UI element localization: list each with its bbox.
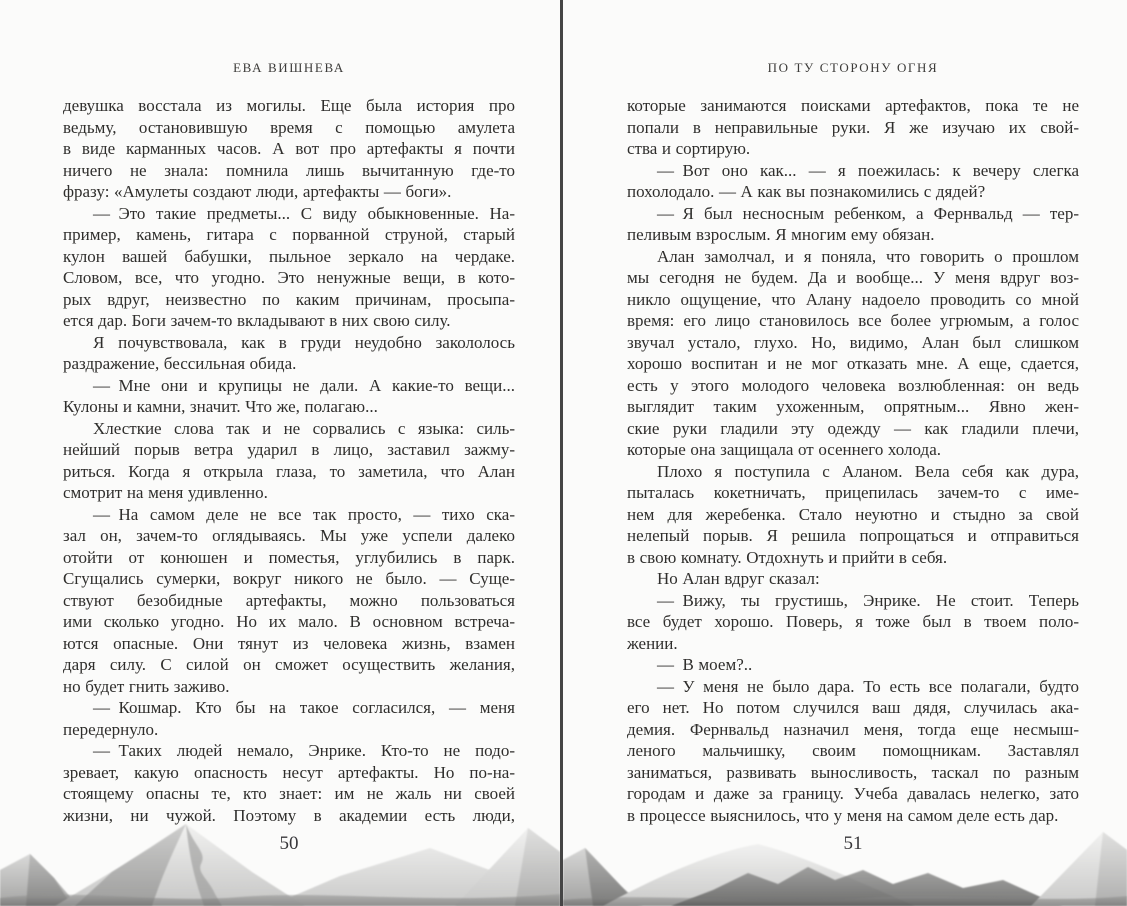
page-number-right: 51 <box>843 833 863 854</box>
text-line: смотрит на меня удивленно. <box>63 483 268 502</box>
text-line: есть у этого молодого человека возлюбленная: он ведь <box>627 375 1079 395</box>
text-line: — Кошмар. Кто бы на такое согласился, — меня <box>93 698 515 717</box>
text-line: похолодало. — А как вы познакомились с дядей? <box>627 182 986 201</box>
text-line: жизни, ни чужой. Поэтому в академии есть люди, <box>63 805 515 825</box>
text-line: кулон вашей бабушки, пыльное зеркало на чердаке. <box>63 246 515 266</box>
text-line: Хлесткие слова так и не сорвались с языка: силь- <box>93 418 515 438</box>
text-line: все будет хорошо. Поверь, я тоже был в твоем поло- <box>627 612 1079 631</box>
running-header-title: ПО ТУ СТОРОНУ ОГНЯ <box>767 60 939 75</box>
text-line: в процессе выяснилось, что у меня на самом деле есть дар. <box>627 805 1059 825</box>
text-line: нем для жеребенка. Стало неуютно и стыдно за свой <box>627 504 1079 524</box>
text-line: Я почувствовала, как в груди неудобно закололось <box>93 332 515 352</box>
body-text-left <box>63 95 515 826</box>
text-line: пыталась кокетничать, прицепилась зачем-то с име- <box>627 483 1079 502</box>
text-line: в свою комнату. Отдохнуть и прийти в себя. <box>627 547 948 567</box>
text-line: отойти от конюшен и поместья, углубились в парк. <box>63 547 515 567</box>
text-line: его нет. Но потом случился ваш дядя, случилась ака- <box>627 698 1079 717</box>
text-line: Сгущались сумерки, вокруг никого не было. — Суще- <box>63 569 515 588</box>
text-line: демия. Фернвальд назначил меня, тогда еще несмыш- <box>627 719 1079 739</box>
text-line: звучал устало, глухо. Но, видимо, Алан был слишком <box>627 332 1079 352</box>
text-line: Но Алан вдруг сказал: <box>657 569 820 588</box>
text-line: заниматься, развивать выносливость, таскал по разным <box>627 762 1079 782</box>
text-line: Алан замолчал, и я поняла, что говорить о прошлом <box>657 246 1079 266</box>
text-line: городам и даже за границу. Учеба давалась нелегко, зато <box>627 784 1079 803</box>
text-line: Словом, все, что угодно. Это ненужные вещи, в кото- <box>63 268 515 287</box>
text-line: пример, камень, гитара с порванной струной, старый <box>63 225 515 244</box>
text-line: выглядит таким ухоженным, опрятным... Явно жен- <box>627 397 1079 416</box>
text-line: ются опасные. Они тянут из человека жизнь, взамен <box>63 633 515 653</box>
right-page <box>563 0 1127 906</box>
text-line: которые она защищала от осеннего холода. <box>627 440 941 459</box>
text-line: ведьму, остановившую время с помощью амулета <box>63 117 515 137</box>
text-line: стоящему опасны те, кто знает: им не жаль ни своей <box>63 784 515 803</box>
running-header-author: ЕВА ВИШНЕВА <box>233 60 345 75</box>
text-line: зревает, какую опасность несут артефакты. Но по-на- <box>63 762 515 782</box>
text-line: хорошо воспитан и не мог отказать мне. А еще, сдается, <box>627 354 1079 373</box>
text-line: зал он, зачем-то оглядываясь. Мы уже успели далеко <box>63 526 515 545</box>
text-line: пеливым взрослым. Я многим ему обязан. <box>627 225 935 244</box>
text-line: которые занимаются поисками артефактов, пока те не <box>627 96 1079 115</box>
text-line: — В моем?.. <box>657 655 753 674</box>
text-line: фразу: «Амулеты создают люди, артефакты — боги». <box>63 182 452 201</box>
text-line: — Вот оно как... — я поежилась: к вечеру слегка <box>657 160 1079 180</box>
page-number-left: 50 <box>279 833 299 854</box>
text-line: девушка восстала из могилы. Еще была история про <box>63 96 515 115</box>
text-line: ские руки гладили эту одежду — как гладили плечи, <box>627 418 1079 438</box>
text-line: ется дар. Боги зачем-то вкладывают в них свою силу. <box>63 311 451 330</box>
text-line: нелепый порыв. Я решила попрощаться и отправиться <box>627 526 1079 545</box>
text-line: даря силу. С силой он сможет осуществить желания, <box>63 655 515 674</box>
text-line: рых вдруг, неизвестно по каким причинам, просыпа- <box>63 289 515 309</box>
text-line: — Это такие предметы... С виду обыкновенные. На- <box>93 203 515 223</box>
text-line: леного мальчишку, своим помощникам. Заставлял <box>627 741 1079 760</box>
text-line: ства и сортирую. <box>627 139 751 158</box>
text-line: в виде карманных часов. А вот про артефакты я почти <box>63 139 515 158</box>
text-line: но будет гнить заживо. <box>63 676 230 696</box>
text-line: риться. Когда я открыла глаза, то заметила, что Алан <box>63 461 515 481</box>
text-line: нейший порыв ветра ударил в лицо, заставил зажму- <box>63 440 515 459</box>
text-line: мы сегодня не будем. Да и вообще... У меня вдруг воз- <box>627 268 1079 287</box>
text-line: — На самом деле не все так просто, — тихо ска- <box>93 504 515 524</box>
text-line: передернуло. <box>63 719 159 739</box>
text-line: жении. <box>627 633 678 653</box>
body-text-right <box>627 95 1079 826</box>
left-page <box>0 0 560 906</box>
text-line: — Я был несносным ребенком, а Фернвальд — тер- <box>657 203 1079 223</box>
text-line: никло ощущение, что Алану надоело проводить со мной <box>627 289 1079 309</box>
text-line: — Вижу, ты грустишь, Энрике. Не стоит. Теперь <box>657 590 1079 610</box>
text-line: — У меня не было дара. То есть все полагали, будто <box>657 676 1079 696</box>
text-line: ничего не знала: помнила лишь вычитанную где-то <box>63 160 515 180</box>
text-line: — Мне они и крупицы не дали. А какие-то вещи... <box>93 375 515 395</box>
text-line: Плохо я поступила с Аланом. Вела себя как дура, <box>657 461 1079 481</box>
text-line: раздражение, бессильная обида. <box>63 354 297 373</box>
text-line: Кулоны и камни, значит. Что же, полагаю... <box>63 397 378 416</box>
text-line: — Таких людей немало, Энрике. Кто-то не подо- <box>93 741 515 760</box>
text-line: время: его лицо становилось все более угрюмым, а голос <box>627 311 1079 330</box>
text-line: попали в неправильные руки. Я же изучаю их свой- <box>627 117 1079 137</box>
text-line: ими сколько угодно. Но их мало. В основном встреча- <box>63 612 515 631</box>
text-line: ствуют безобидные артефакты, можно пользоваться <box>63 590 515 610</box>
